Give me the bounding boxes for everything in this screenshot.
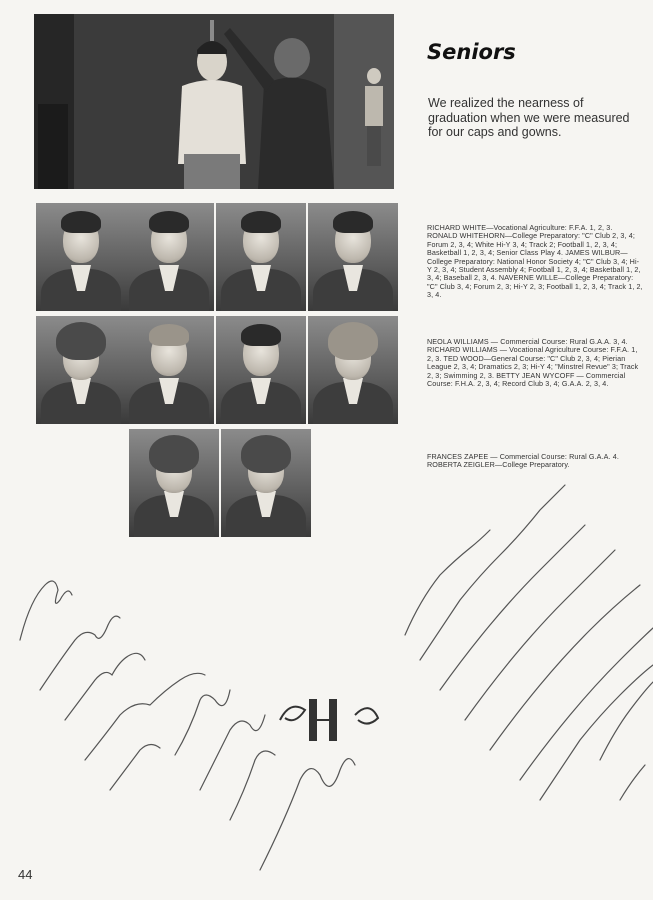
senior-bio-row-1: RICHARD WHITE—Vocational Agriculture: F.F.A. 1, 2, 3. RONALD WHITEHORN—College Preparatory: "C" Club 2, 3, 4; Forum 2, 3, 4; White Hi-Y 3, 4; Track 2; Football 1, 2, 3, 4; Basketball 1, 2, 3, 4; Senior Class Play 4. JAMES WILBUR—College Preparatory: National Honor Society 4; "C" Club 3, 4; Hi-Y 2, 3, 4; Student Assembly 4; Football 1, 2, 3, 4; Basketball 1, 2, 3, 4; Baseball 2, 3, 4. NAVERNE WILLE—College Preparatory: "C" Club 3, 4; Forum 2, 3; Hi-Y 2, 3; Football 1, 2, 3, 4; Track 1, 2, 3, 4. — [427, 223, 643, 300]
section-title: Seniors — [427, 40, 516, 64]
photo-caption: We realized the nearness of graduation when we were measured for our caps and gowns. — [428, 96, 630, 139]
decorative-ornament — [280, 700, 378, 740]
left-autograph-scribble — [20, 581, 355, 870]
page-number: 44 — [18, 867, 33, 882]
right-autograph-scribble — [405, 485, 653, 800]
senior-bio-row-3: FRANCES ZAPEE — Commercial Course: Rural G.A.A. 4. ROBERTA ZEIGLER—College Preparatory. — [427, 452, 619, 470]
senior-bio-row-2: NEOLA WILLIAMS — Commercial Course: Rural G.A.A. 3, 4. RICHARD WILLIAMS — Vocational Agriculture Course: F.F.A. 1, 2, 3. TED WOOD—General Course: "C" Club 2, 3, 4; Pierian League 2, 3, 4; Dramatics 2, 3; Hi-Y 4; "Minstrel Revue" 3; Track 2, 3; Swimming 2, 3. BETTY JEAN WYCOFF — Commercial Course: F.H.A. 2, 3, 4; Record Club 3, 4; G.A.A. 2, 3, 4. — [427, 337, 639, 389]
